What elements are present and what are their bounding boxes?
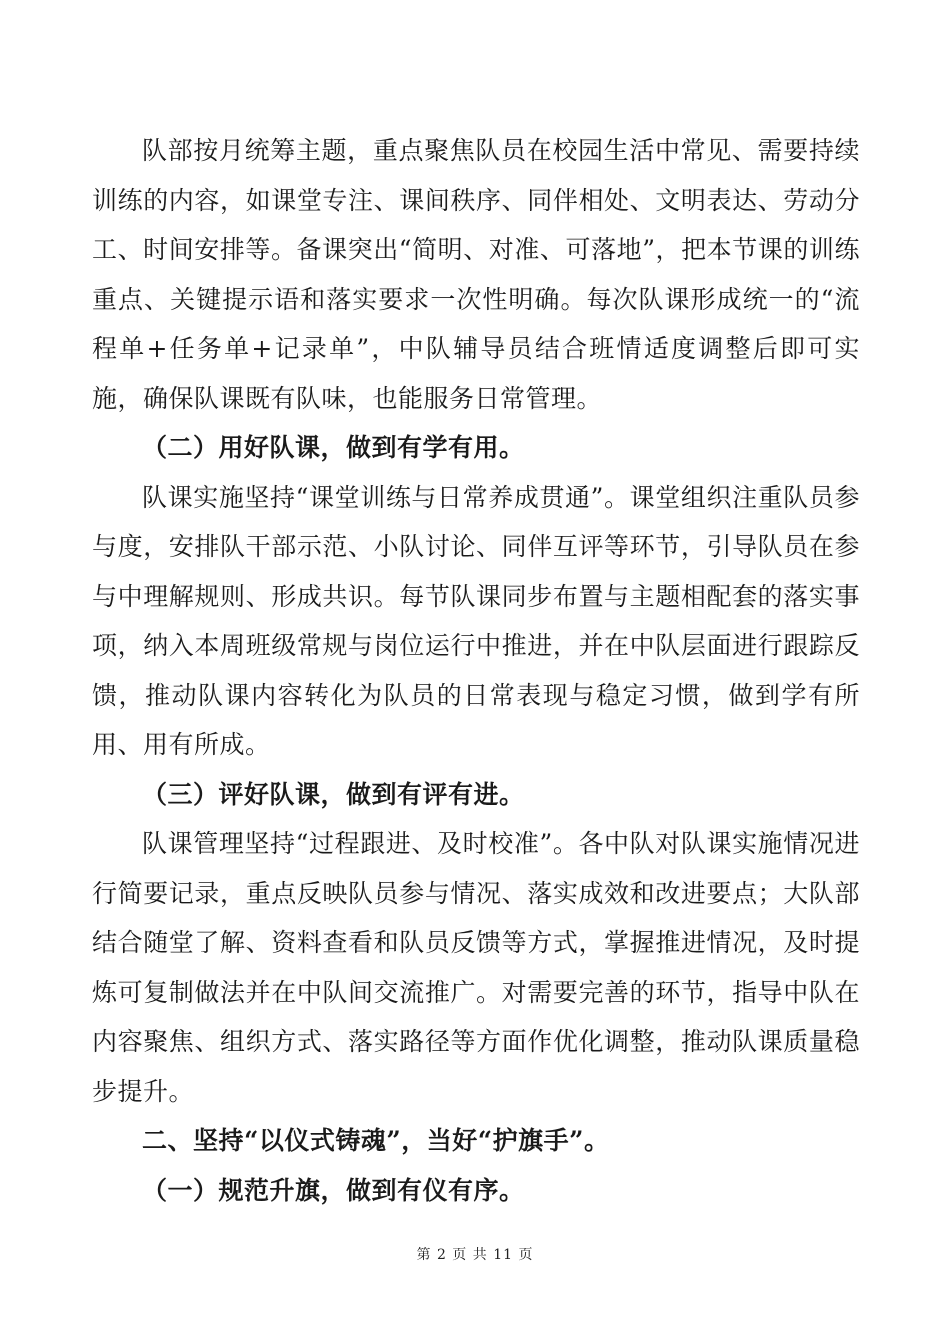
subheading-1: （一）规范升旗，做到有仪有序。 xyxy=(142,1175,525,1205)
subheading-3: （三）评好队课，做到有评有进。 xyxy=(142,779,525,809)
section-heading-2: 二、坚持“以仪式铸魂”，当好“护旗手”。 xyxy=(142,1126,610,1155)
body-paragraph: 队课管理坚持“过程跟进、及时校准”。各中队对队课实施情况进行简要记录，重点反映队员参与情况、落实成效和改进要点；大队部结合随堂了解、资料查看和队员反馈等方式，掌握推进情况，及时提炼可复制做法并在中队间交流推广。对需要完善的环节，指导中队在内容聚焦、组织方式、落实路径等方面作优化调整，推动队课质量稳步提升。 xyxy=(92,829,860,1106)
page-content xyxy=(92,126,860,1215)
body-paragraph: 队部按月统筹主题，重点聚焦队员在校园生活中常见、需要持续训练的内容，如课堂专注、课间秩序、同伴相处、文明表达、劳动分工、时间安排等。备课突出“简明、对准、可落地”，把本节课的训练重点、关键提示语和落实要求一次性明确。每次队课形成统一的“流程单+任务单+记录单”，中队辅导员结合班情适度调整后即可实施，确保队课既有队味，也能服务日常管理。 xyxy=(92,136,860,413)
subheading-2: （二）用好队课，做到有学有用。 xyxy=(142,433,525,462)
body-paragraph: 队课实施坚持“课堂训练与日常养成贯通”。课堂组织注重队员参与度，安排队干部示范、小队讨论、同伴互评等环节，引导队员在参与中理解规则、形成共识。每节队课同步布置与主题相配套的落实事项，纳入本周班级常规与岗位运行中推进，并在中队层面进行跟踪反馈，推动队课内容转化为队员的日常表现与稳定习惯，做到学有所用、用有所成。 xyxy=(92,482,860,759)
page-number-footer: 第 2 页 共 11 页 xyxy=(416,1247,534,1263)
